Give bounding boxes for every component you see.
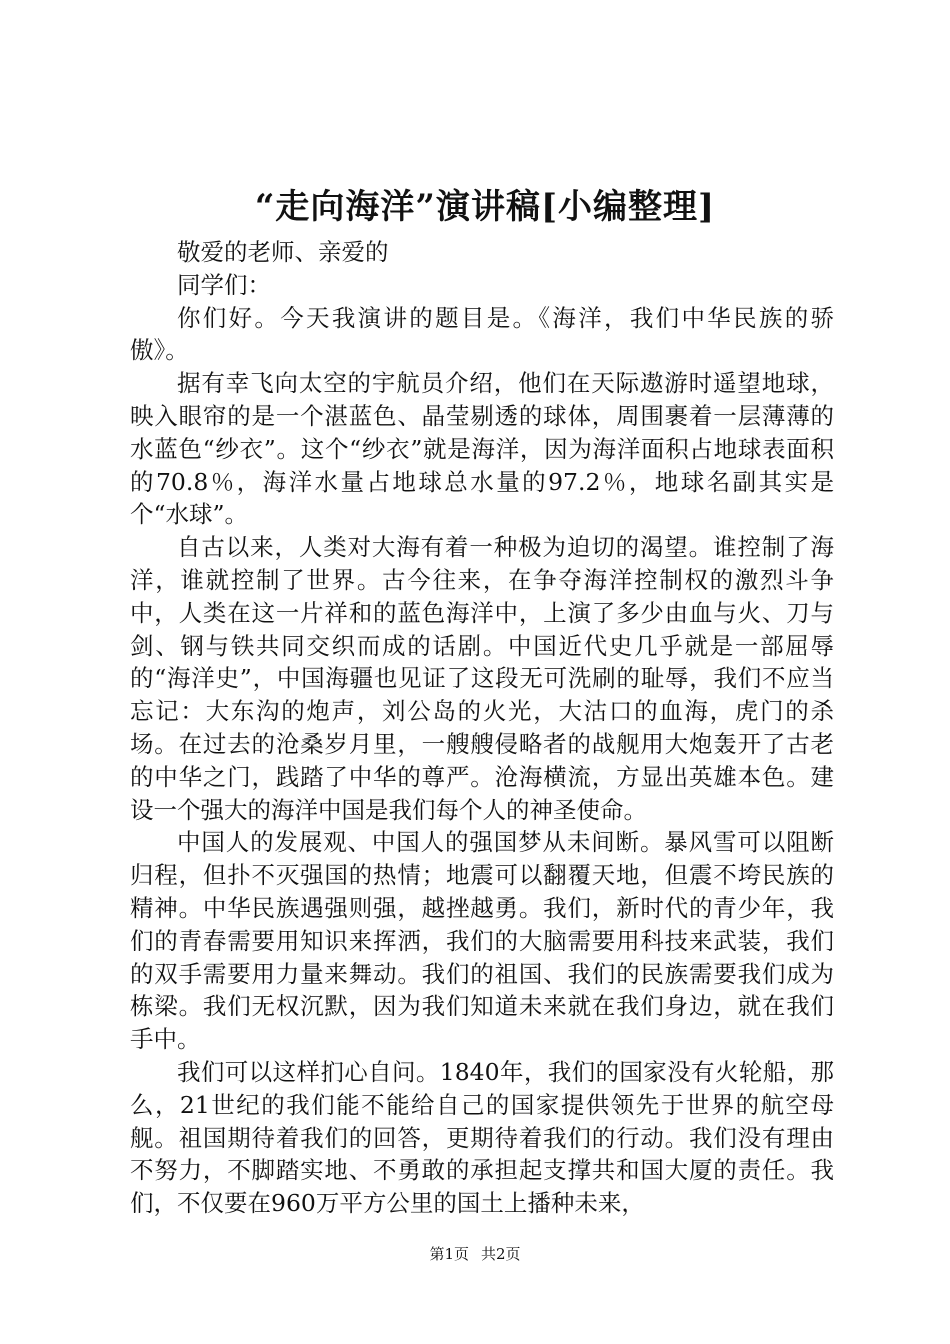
- page-footer: [0, 1243, 950, 1265]
- paragraph: 你们好。今天我演讲的题目是。《海洋，我们中华民族的骄傲》。: [130, 303, 834, 365]
- paragraph: 中国人的发展观、中国人的强国梦从未间断。暴风雪可以阻断归程，但扑不灭强国的热情；地震可以翻覆天地，但震不垮民族的精神。中华民族遇强则强，越挫越勇。我们，新时代的青少年，我们的青春需要用知识来挥洒，我们的大脑需要用科技来武装，我们的双手需要用力量来舞动。我们的祖国、我们的民族需要我们成为栋梁。我们无权沉默，因为我们知道未来就在我们身边，就在我们手中。: [130, 828, 834, 1054]
- paragraph: 我们可以这样扪心自问。1840年，我们的国家没有火轮船，那么，21世纪的我们能不能给自己的国家提供领先于世界的航空母舰。祖国期待着我们的回答，更期待着我们的行动。我们没有理由不努力，不脚踏实地、不勇敢的承担起支撑共和国大厦的责任。我们，不仅要在960万平方公里的国土上播种未来，: [130, 1057, 834, 1218]
- greeting-line-1: 敬爱的老师、亲爱的: [177, 238, 389, 266]
- greeting-line-2: 同学们：: [177, 270, 271, 299]
- paragraph: 据有幸飞向太空的宇航员介绍，他们在天际遨游时遥望地球，映入眼帘的是一个湛蓝色、晶莹剔透的球体，周围裹着一层薄薄的水蓝色“纱衣”。这个“纱衣”就是海洋，因为海洋面积占地球表面积的70.8％，海洋水量占地球总水量的97.2％，地球名副其实是个“水球”。: [130, 369, 834, 529]
- page-total: 共2页: [481, 1245, 521, 1263]
- page-number: 第1页: [429, 1245, 469, 1263]
- paragraph: 自古以来，人类对大海有着一种极为迫切的渴望。谁控制了海洋，谁就控制了世界。古今往来，在争夺海洋控制权的激烈斗争中，人类在这一片祥和的蓝色海洋中，上演了多少由血与火、刀与剑、钢与铁共同交织而成的话剧。中国近代史几乎就是一部屈辱的“海洋史”，中国海疆也见证了这段无可洗刷的耻辱，我们不应当忘记：大东沟的炮声，刘公岛的火光，大沽口的血海，虎门的杀场。在过去的沧桑岁月里，一艘艘侵略者的战舰用大炮轰开了古老的中华之门，践踏了中华的尊严。沧海横流，方显出英雄本色。建设一个强大的海洋中国是我们每个人的神圣使命。: [130, 533, 834, 824]
- document-body: [130, 236, 834, 1220]
- page-title: “走向海洋”演讲稿[小编整理]: [254, 187, 716, 227]
